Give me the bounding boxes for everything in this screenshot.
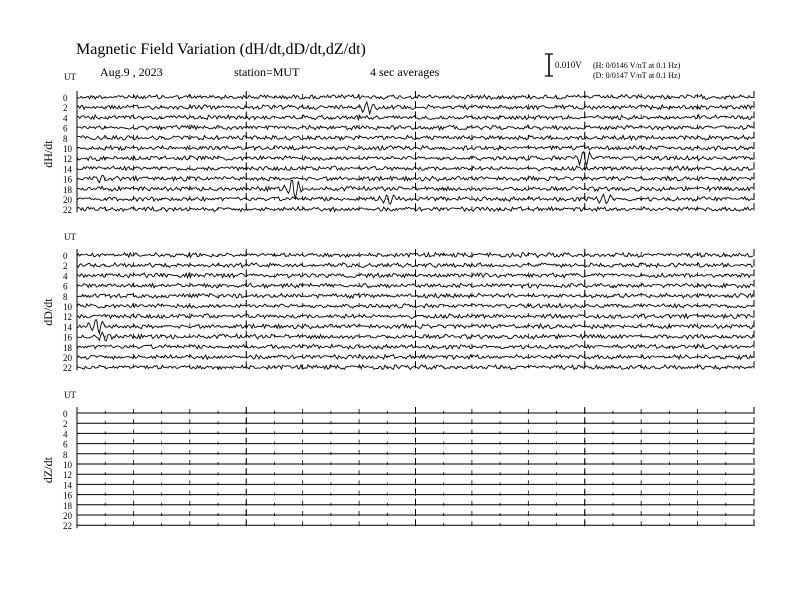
date-label: Aug.9 , 2023 bbox=[100, 65, 163, 79]
hour-tick-label: 18 bbox=[63, 342, 72, 353]
averaging-label: 4 sec averages bbox=[370, 65, 440, 79]
hour-tick-label: 14 bbox=[63, 480, 72, 491]
hour-tick-label: 8 bbox=[63, 449, 68, 460]
hour-tick-label: 10 bbox=[63, 460, 72, 470]
hour-tick-label: 16 bbox=[63, 490, 72, 501]
hour-tick-label: 8 bbox=[63, 291, 68, 302]
hour-tick-label: 2 bbox=[63, 261, 68, 272]
hour-tick-label: 16 bbox=[63, 332, 72, 343]
panel-ylabel: dZ/dt bbox=[41, 457, 55, 484]
hour-tick-label: 20 bbox=[63, 511, 72, 521]
hour-tick-label: 4 bbox=[63, 429, 68, 440]
hour-tick-label: 16 bbox=[63, 174, 72, 185]
hour-tick-label: 12 bbox=[63, 312, 72, 323]
hour-tick-label: 0 bbox=[63, 93, 68, 103]
station-label: station=MUT bbox=[234, 65, 300, 79]
hour-tick-label: 2 bbox=[63, 419, 68, 430]
hour-tick-label: 18 bbox=[63, 184, 72, 195]
panel-ylabel: dH/dt bbox=[41, 140, 55, 168]
chart-title: Magnetic Field Variation (dH/dt,dD/dt,dZ/dt) bbox=[76, 41, 366, 58]
hour-tick-label: 22 bbox=[63, 205, 72, 216]
hour-tick-label: 18 bbox=[63, 500, 72, 511]
ut-label: UT bbox=[64, 232, 76, 242]
hour-tick-label: 14 bbox=[63, 164, 72, 175]
hour-tick-label: 6 bbox=[63, 439, 68, 450]
hour-tick-label: 6 bbox=[63, 123, 68, 134]
hour-tick-label: 0 bbox=[63, 251, 68, 261]
hour-tick-label: 4 bbox=[63, 113, 68, 124]
hour-tick-label: 10 bbox=[63, 144, 72, 154]
scale-value: 0.010V bbox=[555, 60, 582, 70]
hour-tick-label: 12 bbox=[63, 154, 72, 165]
hour-tick-label: 4 bbox=[63, 271, 68, 282]
hour-tick-label: 22 bbox=[63, 521, 72, 532]
hour-tick-label: 2 bbox=[63, 103, 68, 114]
hour-tick-label: 20 bbox=[63, 195, 72, 205]
panels-group bbox=[41, 72, 754, 531]
scale-bar bbox=[545, 54, 553, 76]
panel-ylabel: dD/dt bbox=[41, 298, 55, 326]
ut-label: UT bbox=[64, 72, 76, 82]
ut-label: UT bbox=[64, 390, 76, 400]
scale-h-sensitivity: (H: 0/0146 V/nT at 0.1 Hz) bbox=[593, 61, 681, 70]
hour-tick-label: 0 bbox=[63, 409, 68, 419]
scale-d-sensitivity: (D: 0/0147 V/nT at 0.1 Hz) bbox=[593, 71, 681, 80]
hour-tick-label: 14 bbox=[63, 322, 72, 333]
hour-tick-label: 20 bbox=[63, 353, 72, 363]
hour-tick-label: 12 bbox=[63, 470, 72, 481]
hour-tick-label: 8 bbox=[63, 133, 68, 144]
hour-tick-label: 6 bbox=[63, 281, 68, 292]
hour-tick-label: 10 bbox=[63, 302, 72, 312]
hour-tick-label: 22 bbox=[63, 363, 72, 374]
